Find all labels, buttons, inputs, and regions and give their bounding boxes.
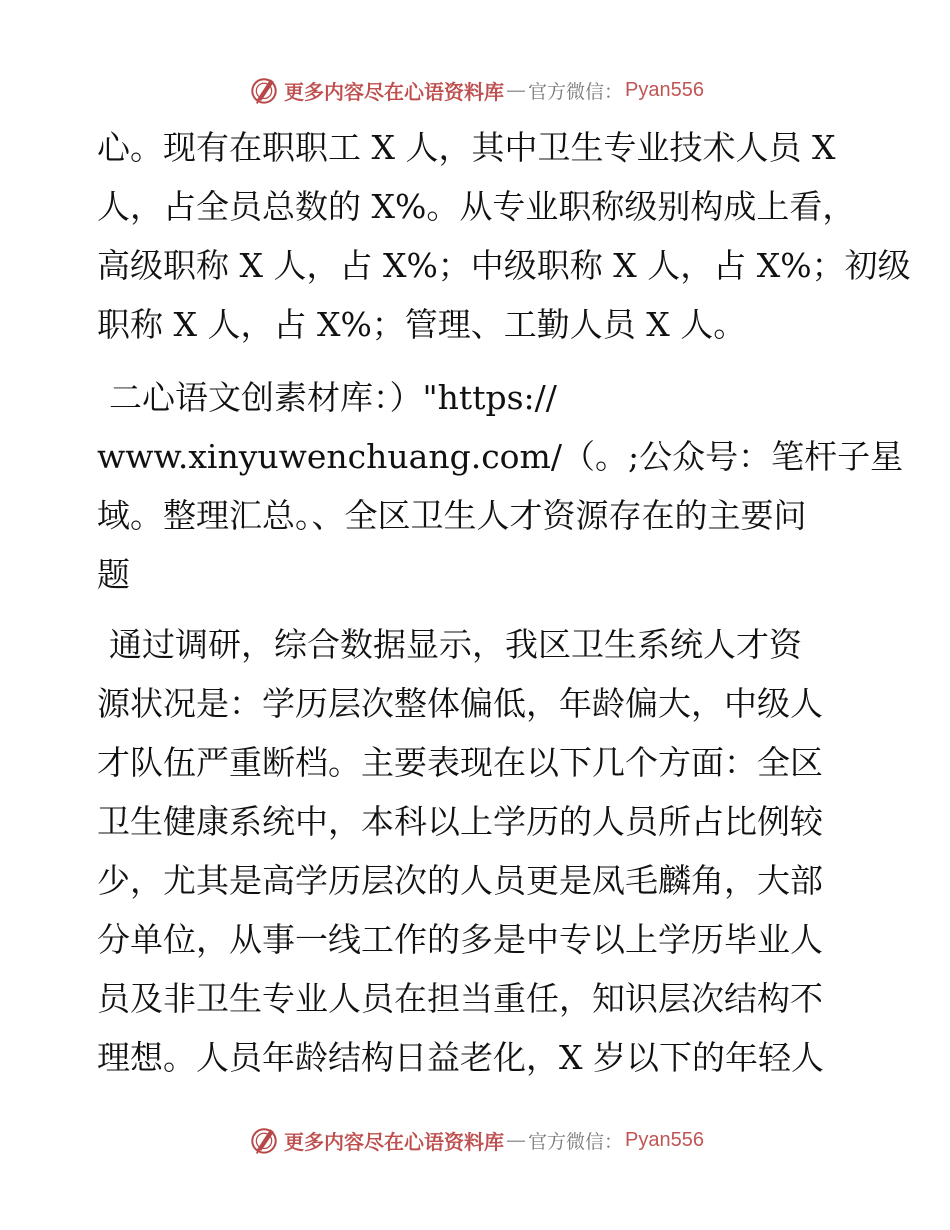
paragraph-section-heading [97,368,904,604]
banner-slogan: 更多内容尽在心语资料库 [284,1129,504,1154]
paragraph-survey-findings [97,615,867,1087]
quill-pen-logo-icon [246,72,282,108]
paragraph-line: 职称 X 人，占 X%；管理、工勤人员 X 人。 [97,305,747,344]
paragraph-line: 高级职称 X 人，占 X%；中级职称 X 人，占 X%；初级 [97,246,911,285]
banner-dash: — [506,78,526,102]
paragraph-line: 理想。人员年龄结构日益老化，X 岁以下的年轻人 [97,1038,824,1077]
paragraph-line: 二心语文创素材库：）"https:// [109,378,557,417]
paragraph-line: 才队伍严重断档。主要表现在以下几个方面：全区 [97,743,823,782]
banner-official-label: 官方微信： [528,80,624,103]
header-banner [0,70,950,110]
paragraph-staff-composition [97,118,911,354]
paragraph-line: 源状况是：学历层次整体偏低，年龄偏大，中级人 [97,684,823,723]
banner-official-label: 官方微信： [528,1130,624,1153]
paragraph-line: 域。整理汇总。、全区卫生人才资源存在的主要问 [97,496,807,535]
paragraph-line: www.xinyuwenchuang.com/（。;公众号：笔杆子星 [97,437,904,476]
banner-dash: — [506,1128,526,1152]
quill-pen-logo-icon [246,1122,282,1158]
banner-slogan: 更多内容尽在心语资料库 [284,79,504,104]
banner-wechat-id: Pyan556 [625,1128,704,1151]
paragraph-line: 员及非卫生专业人员在担当重任，知识层次结构不 [97,979,823,1018]
footer-banner [0,1120,950,1160]
paragraph-line: 卫生健康系统中，本科以上学历的人员所占比例较 [97,802,823,841]
paragraph-line: 分单位，从事一线工作的多是中专以上学历毕业人 [97,920,823,959]
paragraph-line: 心。现有在职职工 X 人，其中卫生专业技术人员 X [97,128,836,167]
banner-wechat-id: Pyan556 [625,78,704,101]
paragraph-line: 少，尤其是高学历层次的人员更是凤毛麟角，大部 [97,861,823,900]
paragraph-line: 通过调研，综合数据显示，我区卫生系统人才资 [109,625,802,664]
paragraph-line: 题 [97,555,130,594]
paragraph-line: 人，占全员总数的 X%。从专业职称级别构成上看， [97,187,856,226]
